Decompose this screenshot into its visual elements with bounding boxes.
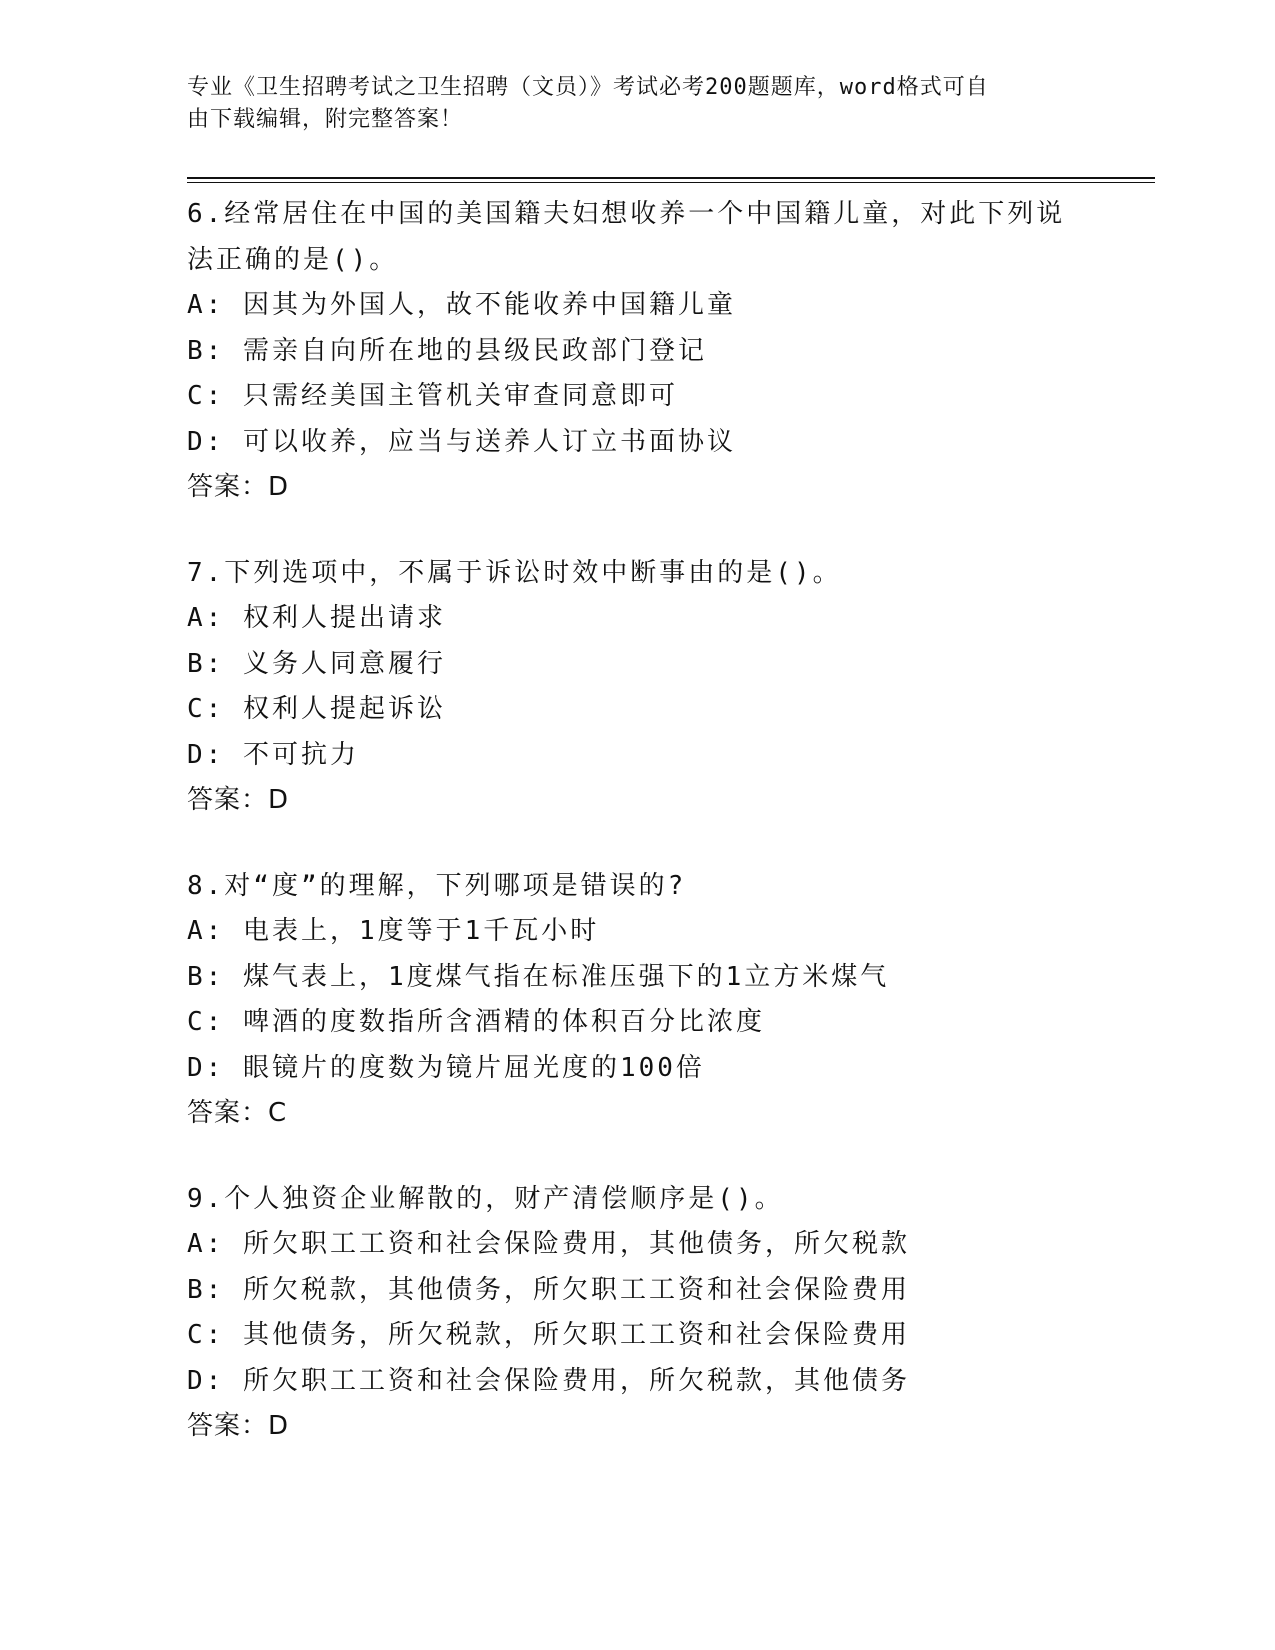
header-line-2: 由下载编辑，附完整答案！ (187, 107, 464, 132)
option-d: D: 可以收养，应当与送养人订立书面协议 (187, 426, 736, 457)
question-stem-line: 6.经常居住在中国的美国籍夫妇想收养一个中国籍儿童，对此下列说 (187, 199, 1066, 229)
option-b: B: 需亲自向所在地的县级民政部门登记 (187, 335, 707, 366)
option-a: A: 权利人提出请求 (187, 603, 446, 633)
option-b: B: 煤气表上，1度煤气指在标准压强下的1立方米煤气 (187, 961, 890, 992)
option-a: A: 所欠职工工资和社会保险费用，其他债务，所欠税款 (187, 1229, 910, 1259)
question-list (187, 192, 1087, 1490)
question-stem-line: 8.对“度”的理解，下列哪项是错误的? (187, 870, 687, 901)
option-a: A: 因其为外国人，故不能收养中国籍儿童 (187, 290, 736, 320)
option-b: B: 义务人同意履行 (187, 648, 446, 679)
option-c: C: 其他债务，所欠税款，所欠职工工资和社会保险费用 (187, 1320, 910, 1350)
question-6 (187, 192, 1087, 511)
question-stem-line: 9.个人独资企业解散的，财产清偿顺序是()。 (187, 1183, 784, 1214)
header-line-1: 专业《卫生招聘考试之卫生招聘（文员）》考试必考200题题库，word格式可自 (187, 75, 989, 100)
answer: 答案：D (187, 1411, 290, 1441)
option-d: D: 不可抗力 (187, 739, 359, 770)
question-7 (187, 551, 1087, 824)
option-b: B: 所欠税款，其他债务，所欠职工工资和社会保险费用 (187, 1274, 910, 1305)
header-divider-thin (187, 182, 1155, 183)
answer: 答案：D (187, 472, 290, 502)
document-header (187, 72, 1067, 136)
option-d: D: 眼镜片的度数为镜片屈光度的100倍 (187, 1052, 705, 1083)
question-8 (187, 864, 1087, 1137)
question-stem-line: 7.下列选项中，不属于诉讼时效中断事由的是()。 (187, 557, 842, 588)
question-9 (187, 1177, 1087, 1450)
question-stem-line: 法正确的是()。 (187, 244, 399, 275)
option-c: C: 啤酒的度数指所含酒精的体积百分比浓度 (187, 1007, 765, 1037)
option-c: C: 权利人提起诉讼 (187, 694, 446, 724)
option-a: A: 电表上，1度等于1千瓦小时 (187, 916, 600, 946)
option-c: C: 只需经美国主管机关审查同意即可 (187, 381, 678, 411)
option-d: D: 所欠职工工资和社会保险费用，所欠税款，其他债务 (187, 1365, 910, 1396)
answer: 答案：C (187, 1098, 288, 1128)
answer: 答案：D (187, 785, 290, 815)
header-divider-thick (187, 177, 1155, 179)
